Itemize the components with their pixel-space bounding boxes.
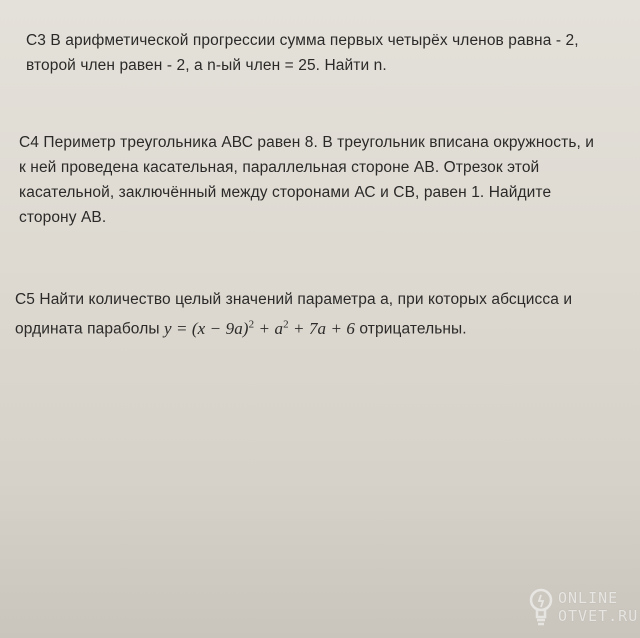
problem-c3 [26, 28, 579, 78]
problem-c4-line-1: С4 Периметр треугольника АВС равен 8. В треугольник вписана окружность, и [19, 134, 595, 151]
problem-c4-line-2: к ней проведена касательная, параллельная стороне АВ. Отрезок этой [19, 159, 540, 176]
problem-c4-line-4: сторону АВ. [19, 209, 107, 226]
formula-a: a [274, 318, 284, 338]
problem-c5-line-2 [15, 312, 572, 342]
problem-c3-line-2: второй член равен - 2, а n-ый член = 25. Найти n. [26, 57, 387, 74]
formula-part1: (x − 9a) [191, 318, 249, 338]
problem-c4 [19, 130, 594, 230]
formula-rest: + 7a + 6 [288, 318, 356, 338]
problem-c5 [15, 287, 572, 342]
lightbulb-icon [528, 587, 554, 627]
problem-c4-line-3: касательной, заключённый между сторонами АС и СВ, равен 1. Найдите [19, 184, 552, 201]
formula-y: y [163, 318, 172, 338]
problem-c5-line-1: С5 Найти количество целый значений параметра а, при которых абсцисса и [15, 291, 573, 308]
watermark [524, 585, 639, 631]
parabola-formula [164, 319, 355, 338]
problem-c5-line-2-suffix: отрицательны. [355, 320, 467, 338]
problem-c5-line-2-prefix: ордината параболы [15, 320, 164, 338]
problem-c3-line-1: С3 В арифметической прогрессии сумма первых четырёх членов равна - 2, [26, 32, 579, 49]
watermark-line-1: ONLINE [558, 589, 619, 607]
watermark-line-2: OTVET.RU [558, 607, 639, 625]
formula-exponent-1: 2 [248, 318, 255, 330]
formula-exponent-2: 2 [283, 318, 289, 330]
formula-equals: = [171, 318, 192, 338]
formula-plus: + [254, 318, 275, 338]
